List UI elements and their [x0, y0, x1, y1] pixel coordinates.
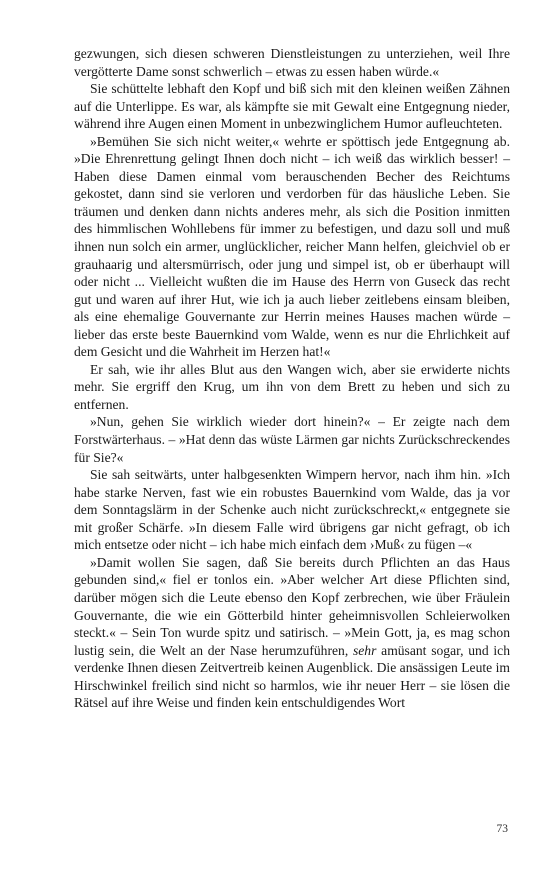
paragraph: Sie sah seitwärts, unter halbgesenkten Wimpern hervor, nach ihm hin. »Ich habe starke Nerven, fast wie ein robustes Bauernkind vom Walde, das ja vor dem Sonntagslärm in der Schenke auch nicht zurückschreckt,« entgegnete sie mit großer Schärfe. »In diesem Falle wird übrigens gar nicht gefragt, ob ich mich entsetze oder nicht – ich habe mich einfach dem ›Muß‹ zu fügen –« [74, 467, 510, 553]
paragraph-text: amüsant sogar, und ich verdenke Ihnen diesen Zeitvertreib keinen Augenblick. Die ansässigen Leute im Hirschwinkel freilich sind nicht so harmlos, wie ihr neuer Herr – sie lösen die Rätsel auf ihre Weise und finden kein entschuldigendes Wort [74, 642, 510, 711]
paragraph-text: »Damit wollen Sie sagen, daß Sie bereits durch Pflichten an das Haus gebunden sind,« fiel er tonlos ein. »Aber welcher Art diese Pflichten sind, darüber mögen sich die Leute ebenso den Kopf zerbrechen, wie über Fräulein Gouvernante, die wie ein Götterbild hinter geheimnisvollen Schleierwolken steckt.« – Sein Ton wurde spitz und satirisch. – »Mein Gott, ja, es mag schon lustig sein, die Welt an der Nase herumzuführen, [74, 554, 510, 658]
page-number: 73 [496, 823, 508, 835]
paragraph: Sie schüttelte lebhaft den Kopf und biß sich mit den kleinen weißen Zähnen auf die Unterlippe. Es war, als kämpfte sie mit Gewalt eine Entgegnung nieder, während ihre Augen einen Moment in unbezwinglichem Humor aufleuchteten. [74, 81, 510, 132]
paragraph: »Nun, gehen Sie wirklich wieder dort hinein?« – Er zeigte nach dem Forstwärterhaus. – »Hat denn das wüste Lärmen gar nichts Zurückschreckendes für Sie?« [74, 414, 510, 465]
paragraph: Er sah, wie ihr alles Blut aus den Wangen wich, aber sie erwiderte nichts mehr. Sie ergriff den Krug, um ihn von dem Brett zu heben und sich zu entfernen. [74, 361, 510, 412]
paragraph: »Bemühen Sie sich nicht weiter,« wehrte er spöttisch jede Entgegnung ab. »Die Ehrenrettung gelingt Ihnen doch nicht – ich weiß das wirklich besser! – Haben diese Damen einmal vom berauschenden Becher des Reichtums gekostet, dann sind sie verloren und verdorben für das häusliche Leben. Sie träumen und denken dann nichts anderes mehr, als sich die Position inmitten des himmlischen Wohllebens für immer zu befestigen, und dazu soll und muß ihnen nun solch ein armer, unglücklicher, reicher Mann helfen, gleichviel ob er grauhaarig und altersmürrisch, oder jung und simpel ist, ob er überhaupt will oder nicht ... Vielleicht wußten die im Hause des Herrn von Guseck das recht gut und waren auf ihrer Hut, wie ich ja auch lieber zeitlebens einsam bleiben, als eine ehemalige Gouvernante zur Herrin meines Hauses machen würde – lieber das erste beste Bauernkind vom Walde, wenn es nur die Ehrlichkeit auf dem Gesicht und die Wahrheit im Herzen hat!« [74, 133, 510, 360]
paragraph: gezwungen, sich diesen schweren Dienstleistungen zu unterziehen, weil Ihre vergötterte Dame sonst schwerlich – etwas zu essen haben würde.« [74, 46, 510, 79]
paragraph [74, 554, 510, 712]
emphasis: sehr [352, 642, 377, 658]
book-page-text [74, 45, 510, 712]
